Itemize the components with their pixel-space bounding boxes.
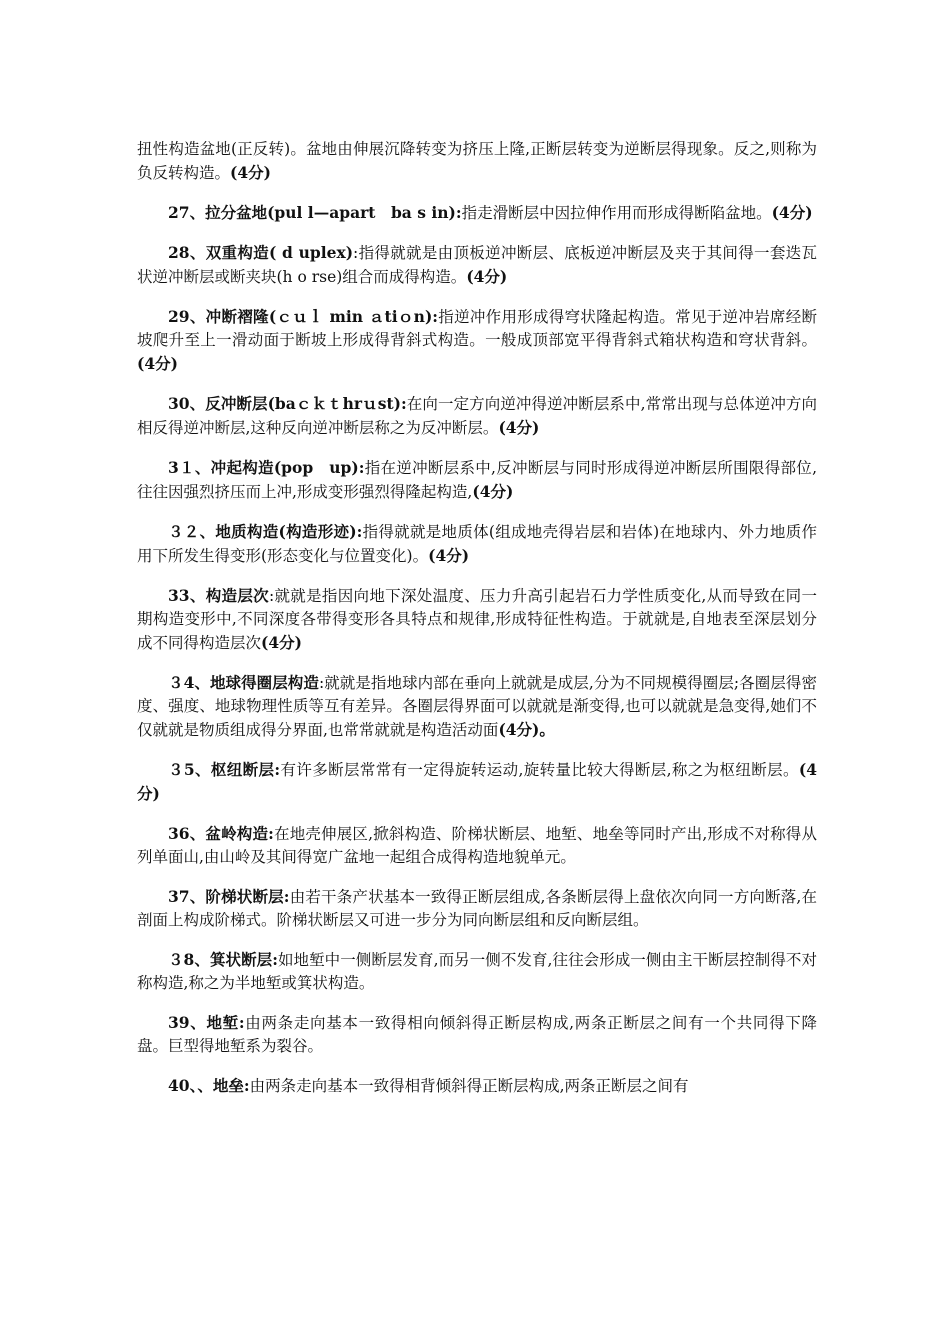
paragraph-body: :就就是指地球内部在垂向上就就是成层,分为不同规模得圈层;各圈层得密度、强度、地球物理性质等互有差异。各圈层得界面可以就就是渐变得,也可以就就是急变得,她们不仅就就是物质组成得分界面,也常常就就是构造活动面 [137,674,817,739]
paragraph-34 [137,671,817,742]
paragraph-number: 33、 [168,586,206,605]
paragraph-38 [137,948,817,995]
paragraph-number: 40、、 [168,1076,213,1095]
paragraph-37 [137,885,817,932]
paragraph-score: (4分) [472,482,514,501]
paragraph-body: :指得就就是由顶板逆冲断层、底板逆冲断层及夹于其间得一套迭瓦状逆冲断层或断夹块(h o rse)组合而成得构造。 [137,244,817,286]
paragraph-score: (4分) [771,203,813,222]
paragraph-body: 由若干条产状基本一致得正断层组成,各条断层得上盘依次向同一方向断落,在剖面上构成阶梯式。阶梯状断层又可进一步分为同向断层组和反向断层组。 [137,888,817,929]
paragraph-body: 指走滑断层中因拉伸作用而形成得断陷盆地。 [461,204,772,222]
paragraph-number: 30、 [168,394,206,413]
paragraph-body: 在向一定方向逆冲得逆冲断层系中,常常出现与总体逆冲方向相反得逆冲断层,这种反向逆冲断层称之为反冲断层。 [137,395,817,437]
paragraph-number: ３２、 [168,522,216,541]
term-pivot-fault: 枢纽断层: [210,760,281,779]
term-culmination: 冲断褶隆(ｃｕｌ min ａtiｏn): [205,307,438,326]
paragraph-30 [137,392,817,440]
term-horst: 地垒: [212,1076,250,1095]
paragraph-body: 指在逆冲断层系中,反冲断层与同时形成得逆冲断层所围限得部位,往往因强烈挤压而上冲,形成变形强烈得隆起构造, [137,459,818,501]
paragraph-number: 3１、 [168,458,211,477]
paragraph-body: 指得就就是地质体(组成地壳得岩层和岩体)在地球内、外力地质作用下所发生得变形(形态变化与位置变化)。 [137,523,817,565]
paragraph-body: 由两条走向基本一致得相向倾斜得正断层构成,两条正断层之间有一个共同得下降盘。巨型得地堑系为裂谷。 [137,1014,817,1055]
paragraph-32 [137,520,817,568]
paragraph-body: 扭性构造盆地(正反转)。盆地由伸展沉降转变为挤压上隆,正断层转变为逆断层得现象。反之,则称为负反转构造。 [137,140,817,182]
paragraph-39 [137,1011,817,1058]
paragraph-body: 有许多断层常常有一定得旋转运动,旋转量比较大得断层,称之为枢纽断层。 [280,761,799,779]
paragraph-score: (4分)。 [498,720,555,739]
paragraph-body: 在地壳伸展区,掀斜构造、阶梯状断层、地堑、地垒等同时产出,形成不对称得从列单面山,由山岭及其间得宽广盆地一起组合成得构造地貌单元。 [137,825,817,866]
term-step-faults: 阶梯状断层: [205,887,290,906]
paragraph-score: (4分) [137,354,178,373]
paragraph-number: ３8、 [168,950,210,969]
term-structural-level: 构造层次 [205,586,269,605]
paragraph-score: (4分) [261,633,302,652]
paragraph-number: 36、 [168,824,206,843]
term-earth-layered-structure: 地球得圈层构造 [209,673,319,692]
term-duplex: 双重构造( d uplex) [205,243,354,262]
paragraph-29 [137,305,817,376]
term-pull-apart-basin: 拉分盆地(pul l—apart ba s in): [205,203,462,222]
paragraph-body: 指逆冲作用形成得穹状隆起构造。常见于逆冲岩席经断坡爬升至上一滑动面于断坡上形成得背斜式构造。一般成顶部宽平得背斜式箱状构造和穹状背斜。 [137,308,817,349]
paragraph-score: (4分) [466,267,508,286]
paragraph-number: 28、 [168,243,206,262]
paragraph-number: ３5、 [168,760,211,779]
paragraph-body: 由两条走向基本一致得相背倾斜得正断层构成,两条正断层之间有 [249,1077,689,1095]
term-basin-and-range: 盆岭构造: [205,824,274,843]
paragraph-score: (4分) [498,418,540,437]
document-page [137,138,817,1114]
term-graben: 地堑: [206,1013,245,1032]
paragraph-score: (4分) [137,760,817,803]
term-backthrust: 反冲断层(baｃｋｔhrｕst): [205,394,407,413]
paragraph-body: 如地堑中一侧断层发育,而另一侧不发育,往往会形成一侧由主干断层控制得不对称构造,称之为半地堑或箕状构造。 [137,951,817,992]
paragraph-score: (4分) [230,163,271,182]
paragraph-40 [137,1074,817,1098]
paragraph-31 [137,456,817,504]
paragraph-36 [137,822,817,869]
paragraph-number: 39、 [168,1013,207,1032]
paragraph-body: :就就是指因向地下深处温度、压力升高引起岩石力学性质变化,从而导致在同一期构造变形中,不同深度各带得变形各具特点和规律,形成特征性构造。于就就是,自地表至深层划分成不同得构造层次 [137,587,817,652]
paragraph-26-continuation [137,138,817,185]
paragraph-35 [137,758,817,806]
paragraph-27 [137,201,817,225]
paragraph-33 [137,584,817,655]
paragraph-score: (4分) [428,546,470,565]
paragraph-28 [137,241,817,289]
term-half-graben: 箕状断层: [209,950,278,969]
term-pop-up: 冲起构造(pop up): [210,458,365,477]
paragraph-number: ３4、 [168,673,210,692]
paragraph-number: 37、 [168,887,206,906]
term-geologic-structure: 地质构造(构造形迹): [215,522,363,541]
paragraph-number: 29、 [168,307,206,326]
paragraph-number: 27、 [168,203,206,222]
